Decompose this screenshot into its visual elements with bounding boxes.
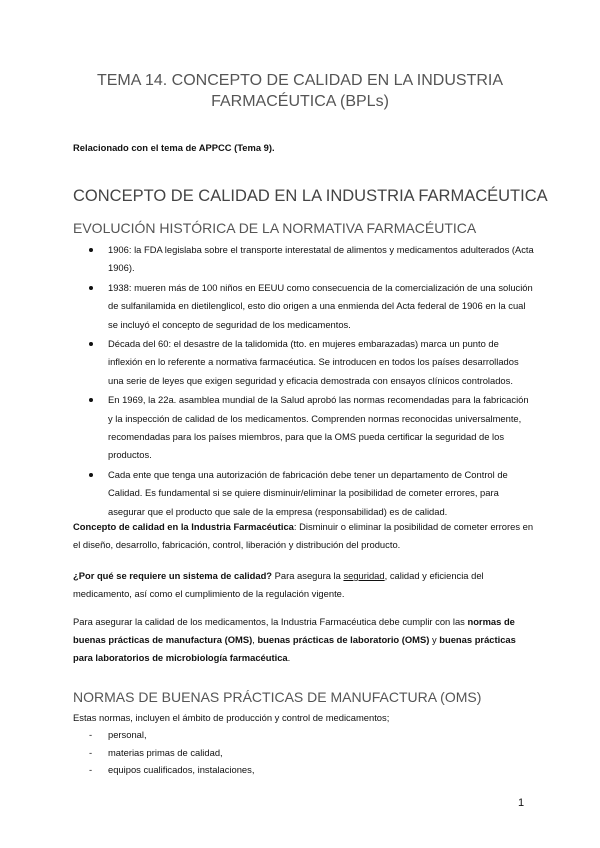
title-line-1: TEMA 14. CONCEPTO DE CALIDAD EN LA INDUSTRIA	[96, 72, 504, 89]
dash-icon: -	[89, 729, 93, 740]
history-list	[73, 241, 535, 522]
list-item-text: Década del 60: el desastre de la talidomida (tto. en mujeres embarazadas) marca un punto de inflexión en lo referente a normativa farmacéutica. Se introducen en todos los países desarrollados una serie de leyes que exigen seguridad y eficacia demostrada con ensayos clínicos controlados.	[108, 338, 519, 386]
section-heading: CONCEPTO DE CALIDAD EN LA INDUSTRIA FARMACÉUTICA	[73, 187, 548, 205]
bullet-icon	[89, 398, 93, 402]
dash-icon: -	[89, 746, 93, 758]
page-number: 1	[518, 797, 525, 809]
underlined-word: seguridad	[343, 570, 385, 581]
bullet-icon	[89, 473, 93, 477]
concept-definition: : Disminuir o eliminar la posibilidad de cometer errores en el diseño, desarrollo, fabricación, control, liberación y distribución del producto.	[73, 521, 534, 551]
list-item	[73, 279, 535, 334]
title-line-2: FARMACÉUTICA (BPLs)	[211, 93, 389, 110]
list-item-text: equipos cualificados, instalaciones,	[108, 764, 255, 775]
list-item	[73, 726, 254, 744]
list-item	[73, 744, 254, 762]
document-title	[60, 70, 540, 112]
period: .	[287, 652, 291, 664]
why-paragraph	[73, 567, 535, 603]
norm-manufacturing: normas de buenas prácticas de manufactura (OMS)	[73, 616, 515, 646]
separator: y	[429, 634, 440, 646]
subsection-heading-gmp: NORMAS DE BUENAS PRÁCTICAS DE MANUFACTURA (OMS)	[73, 689, 482, 705]
list-item	[73, 241, 535, 278]
ensure-paragraph	[73, 613, 535, 668]
list-item	[73, 335, 535, 390]
list-item-text: 1938: mueren más de 100 niños en EEUU como consecuencia de la comercialización de una solución de sulfanilamida en dietilenglicol, esto dio origen a una enmienda del Acta federal de 1906 en la cual se incluyó el concepto de seguridad de los medicamentos.	[108, 281, 533, 330]
ensure-text: Para asegurar la calidad de los medicamentos, la Industria Farmacéutica debe cumplir con las	[73, 616, 468, 627]
list-item	[73, 391, 535, 465]
why-text: Para asegura la	[272, 570, 344, 581]
why-question: ¿Por qué se requiere un sistema de calidad?	[73, 570, 273, 581]
norms-list	[73, 726, 254, 779]
concept-term: Concepto de calidad en la Industria Farmacéutica	[73, 521, 294, 532]
list-item	[73, 761, 254, 779]
list-item-text: materias primas de calidad,	[108, 746, 223, 758]
norm-microbiology: buenas prácticas para laboratorios de microbiología farmacéutica	[73, 634, 516, 664]
separator: ,	[252, 634, 258, 646]
subsection-heading-history: EVOLUCIÓN HISTÓRICA DE LA NORMATIVA FARMACÉUTICA	[73, 220, 477, 236]
bullet-icon	[89, 286, 93, 290]
related-note: Relacionado con el tema de APPCC (Tema 9).	[73, 142, 275, 153]
bullet-icon	[89, 248, 93, 252]
why-text-end: , calidad y eficiencia del medicamento, así como el cumplimiento de la regulación vigente.	[73, 570, 484, 600]
list-item-text: Cada ente que tenga una autorización de fabricación debe tener un departamento de Control de Calidad. Es fundamental si se quiere disminuir/eliminar la posibilidad de cometer errores, para asegurar que el producto que sale de la empresa (responsabilidad) es de calidad.	[108, 468, 508, 517]
dash-icon: -	[89, 764, 93, 775]
list-item-text: 1906: la FDA legislaba sobre el transporte interestatal de alimentos y medicamentos adulterados (Acta 1906).	[108, 244, 534, 274]
concept-paragraph	[73, 518, 535, 554]
bullet-icon	[89, 342, 93, 346]
norms-intro: Estas normas, incluyen el ámbito de producción y control de medicamentos;	[73, 712, 390, 723]
norm-laboratory: buenas prácticas de laboratorio (OMS)	[257, 634, 430, 646]
list-item	[73, 466, 535, 521]
list-item-text: personal,	[108, 729, 147, 740]
list-item-text: En 1969, la 22a. asamblea mundial de la Salud aprobó las normas recomendadas para la fabricación y la inspección de calidad de los medicamentos. Comprenden normas reconocidas universalmente, recomendadas para los países miembros, para que la OMS pueda certificar la seguridad de los productos.	[108, 394, 529, 461]
